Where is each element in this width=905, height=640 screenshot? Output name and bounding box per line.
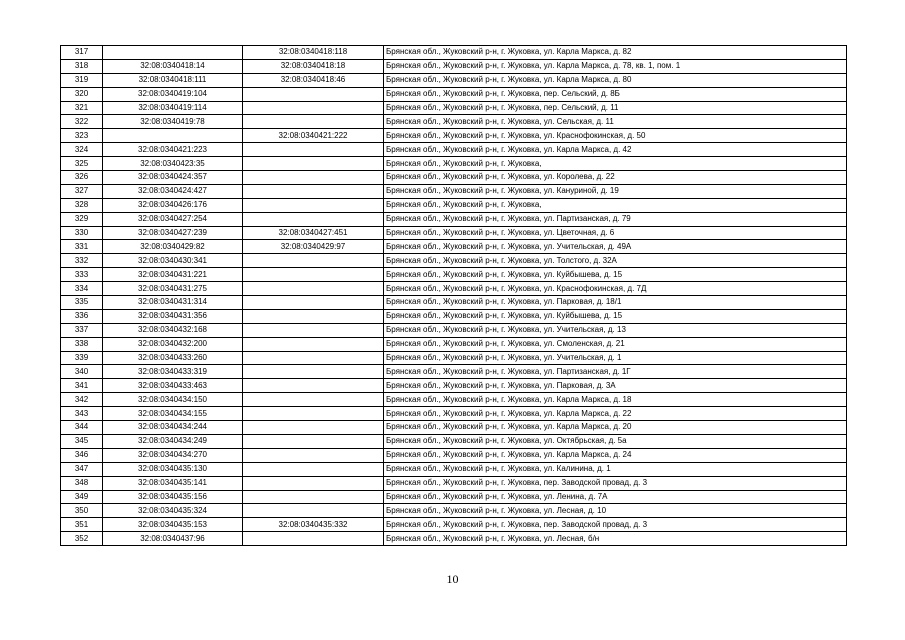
table-row bbox=[61, 46, 847, 60]
address-cell: Брянская обл., Жуковский р-н, г. Жуковка, ул. Учительская, д. 49А bbox=[384, 240, 847, 254]
table-row bbox=[61, 365, 847, 379]
table-row bbox=[61, 407, 847, 421]
row-number-cell: 344 bbox=[61, 421, 103, 435]
related-cadastral-number-cell bbox=[243, 212, 384, 226]
table-row bbox=[61, 351, 847, 365]
cadastral-number-cell: 32:08:0340435:130 bbox=[103, 462, 243, 476]
row-number-cell: 321 bbox=[61, 101, 103, 115]
table-row bbox=[61, 226, 847, 240]
table-row bbox=[61, 309, 847, 323]
cadastral-number-cell: 32:08:0340418:111 bbox=[103, 73, 243, 87]
related-cadastral-number-cell bbox=[243, 171, 384, 185]
related-cadastral-number-cell bbox=[243, 296, 384, 310]
address-cell: Брянская обл., Жуковский р-н, г. Жуковка, ул. Куйбышева, д. 15 bbox=[384, 268, 847, 282]
related-cadastral-number-cell bbox=[243, 365, 384, 379]
row-number-cell: 352 bbox=[61, 532, 103, 546]
row-number-cell: 335 bbox=[61, 296, 103, 310]
address-cell: Брянская обл., Жуковский р-н, г. Жуковка, ул. Парковая, д. 3А bbox=[384, 379, 847, 393]
row-number-cell: 324 bbox=[61, 143, 103, 157]
address-cell: Брянская обл., Жуковский р-н, г. Жуковка, ул. Учительская, д. 1 bbox=[384, 351, 847, 365]
address-cell: Брянская обл., Жуковский р-н, г. Жуковка, ул. Карла Маркса, д. 42 bbox=[384, 143, 847, 157]
row-number-cell: 330 bbox=[61, 226, 103, 240]
cadastral-number-cell: 32:08:0340424:427 bbox=[103, 184, 243, 198]
cadastral-number-cell: 32:08:0340419:104 bbox=[103, 87, 243, 101]
table-row bbox=[61, 143, 847, 157]
cadastral-number-cell: 32:08:0340433:463 bbox=[103, 379, 243, 393]
related-cadastral-number-cell bbox=[243, 184, 384, 198]
address-cell: Брянская обл., Жуковский р-н, г. Жуковка, ул. Краснофокинская, д. 7Д bbox=[384, 282, 847, 296]
table-row bbox=[61, 73, 847, 87]
related-cadastral-number-cell bbox=[243, 504, 384, 518]
row-number-cell: 341 bbox=[61, 379, 103, 393]
address-cell: Брянская обл., Жуковский р-н, г. Жуковка, ул. Карла Маркса, д. 20 bbox=[384, 421, 847, 435]
row-number-cell: 349 bbox=[61, 490, 103, 504]
cadastral-number-cell: 32:08:0340427:254 bbox=[103, 212, 243, 226]
row-number-cell: 337 bbox=[61, 323, 103, 337]
related-cadastral-number-cell: 32:08:0340418:18 bbox=[243, 59, 384, 73]
address-cell: Брянская обл., Жуковский р-н, г. Жуковка, bbox=[384, 157, 847, 171]
related-cadastral-number-cell bbox=[243, 407, 384, 421]
table-row bbox=[61, 379, 847, 393]
cadastral-number-cell: 32:08:0340433:319 bbox=[103, 365, 243, 379]
address-cell: Брянская обл., Жуковский р-н, г. Жуковка, ул. Партизанская, д. 79 bbox=[384, 212, 847, 226]
cadastral-number-cell: 32:08:0340435:153 bbox=[103, 518, 243, 532]
related-cadastral-number-cell bbox=[243, 115, 384, 129]
related-cadastral-number-cell bbox=[243, 448, 384, 462]
cadastral-number-cell: 32:08:0340429:82 bbox=[103, 240, 243, 254]
row-number-cell: 348 bbox=[61, 476, 103, 490]
address-cell: Брянская обл., Жуковский р-н, г. Жуковка, ул. Кануриной, д. 19 bbox=[384, 184, 847, 198]
row-number-cell: 327 bbox=[61, 184, 103, 198]
address-cell: Брянская обл., Жуковский р-н, г. Жуковка, ул. Партизанская, д. 1Г bbox=[384, 365, 847, 379]
row-number-cell: 345 bbox=[61, 434, 103, 448]
table-row bbox=[61, 184, 847, 198]
row-number-cell: 329 bbox=[61, 212, 103, 226]
cadastral-number-cell: 32:08:0340435:156 bbox=[103, 490, 243, 504]
page-number: 10 bbox=[446, 572, 459, 586]
row-number-cell: 333 bbox=[61, 268, 103, 282]
cadastral-number-cell: 32:08:0340435:141 bbox=[103, 476, 243, 490]
cadastral-number-cell: 32:08:0340431:275 bbox=[103, 282, 243, 296]
table-row bbox=[61, 532, 847, 546]
cadastral-number-cell: 32:08:0340434:270 bbox=[103, 448, 243, 462]
cadastral-number-cell: 32:08:0340427:239 bbox=[103, 226, 243, 240]
related-cadastral-number-cell bbox=[243, 379, 384, 393]
table-row bbox=[61, 240, 847, 254]
cadastral-number-cell: 32:08:0340421:223 bbox=[103, 143, 243, 157]
address-cell: Брянская обл., Жуковский р-н, г. Жуковка, пер. Сельский, д. 8Б bbox=[384, 87, 847, 101]
address-cell: Брянская обл., Жуковский р-н, г. Жуковка, bbox=[384, 198, 847, 212]
address-cell: Брянская обл., Жуковский р-н, г. Жуковка, пер. Сельский, д. 11 bbox=[384, 101, 847, 115]
address-cell: Брянская обл., Жуковский р-н, г. Жуковка, ул. Калинина, д. 1 bbox=[384, 462, 847, 476]
table-row bbox=[61, 296, 847, 310]
row-number-cell: 351 bbox=[61, 518, 103, 532]
table-row bbox=[61, 59, 847, 73]
table-row bbox=[61, 393, 847, 407]
row-number-cell: 328 bbox=[61, 198, 103, 212]
row-number-cell: 334 bbox=[61, 282, 103, 296]
address-cell: Брянская обл., Жуковский р-н, г. Жуковка, ул. Карла Маркса, д. 82 bbox=[384, 46, 847, 60]
table-row bbox=[61, 448, 847, 462]
table-row bbox=[61, 101, 847, 115]
related-cadastral-number-cell: 32:08:0340418:118 bbox=[243, 46, 384, 60]
related-cadastral-number-cell bbox=[243, 101, 384, 115]
related-cadastral-number-cell: 32:08:0340435:332 bbox=[243, 518, 384, 532]
cadastral-number-cell: 32:08:0340434:249 bbox=[103, 434, 243, 448]
related-cadastral-number-cell: 32:08:0340427:451 bbox=[243, 226, 384, 240]
table-row bbox=[61, 268, 847, 282]
row-number-cell: 317 bbox=[61, 46, 103, 60]
cadastral-number-cell: 32:08:0340418:14 bbox=[103, 59, 243, 73]
related-cadastral-number-cell bbox=[243, 87, 384, 101]
cadastral-number-cell: 32:08:0340433:260 bbox=[103, 351, 243, 365]
cadastral-number-cell: 32:08:0340419:78 bbox=[103, 115, 243, 129]
row-number-cell: 319 bbox=[61, 73, 103, 87]
related-cadastral-number-cell bbox=[243, 143, 384, 157]
related-cadastral-number-cell: 32:08:0340429:97 bbox=[243, 240, 384, 254]
cadastral-number-cell: 32:08:0340426:176 bbox=[103, 198, 243, 212]
row-number-cell: 346 bbox=[61, 448, 103, 462]
row-number-cell: 332 bbox=[61, 254, 103, 268]
table-row bbox=[61, 282, 847, 296]
table-row bbox=[61, 504, 847, 518]
related-cadastral-number-cell bbox=[243, 282, 384, 296]
row-number-cell: 318 bbox=[61, 59, 103, 73]
table-row bbox=[61, 323, 847, 337]
table-row bbox=[61, 198, 847, 212]
related-cadastral-number-cell bbox=[243, 254, 384, 268]
address-cell: Брянская обл., Жуковский р-н, г. Жуковка, ул. Учительская, д. 13 bbox=[384, 323, 847, 337]
cadastral-number-cell bbox=[103, 129, 243, 143]
table-row bbox=[61, 490, 847, 504]
related-cadastral-number-cell bbox=[243, 268, 384, 282]
table-row bbox=[61, 337, 847, 351]
cadastral-number-cell: 32:08:0340423:35 bbox=[103, 157, 243, 171]
address-cell: Брянская обл., Жуковский р-н, г. Жуковка, ул. Королева, д. 22 bbox=[384, 171, 847, 185]
row-number-cell: 340 bbox=[61, 365, 103, 379]
cadastral-number-cell: 32:08:0340431:314 bbox=[103, 296, 243, 310]
row-number-cell: 347 bbox=[61, 462, 103, 476]
related-cadastral-number-cell bbox=[243, 421, 384, 435]
cadastral-number-cell: 32:08:0340432:200 bbox=[103, 337, 243, 351]
address-cell: Брянская обл., Жуковский р-н, г. Жуковка, ул. Октябрьская, д. 5а bbox=[384, 434, 847, 448]
address-cell: Брянская обл., Жуковский р-н, г. Жуковка, ул. Сельская, д. 11 bbox=[384, 115, 847, 129]
address-cell: Брянская обл., Жуковский р-н, г. Жуковка, ул. Куйбышева, д. 15 bbox=[384, 309, 847, 323]
table-row bbox=[61, 421, 847, 435]
cadastral-number-cell: 32:08:0340430:341 bbox=[103, 254, 243, 268]
address-cell: Брянская обл., Жуковский р-н, г. Жуковка, пер. Заводской провад, д. 3 bbox=[384, 476, 847, 490]
address-cell: Брянская обл., Жуковский р-н, г. Жуковка, ул. Парковая, д. 18/1 bbox=[384, 296, 847, 310]
row-number-cell: 322 bbox=[61, 115, 103, 129]
cadastral-table bbox=[60, 45, 847, 546]
table-row bbox=[61, 254, 847, 268]
related-cadastral-number-cell bbox=[243, 351, 384, 365]
address-cell: Брянская обл., Жуковский р-н, г. Жуковка, ул. Карла Маркса, д. 24 bbox=[384, 448, 847, 462]
row-number-cell: 326 bbox=[61, 171, 103, 185]
address-cell: Брянская обл., Жуковский р-н, г. Жуковка, ул. Карла Маркса, д. 22 bbox=[384, 407, 847, 421]
address-cell: Брянская обл., Жуковский р-н, г. Жуковка, ул. Ленина, д. 7А bbox=[384, 490, 847, 504]
related-cadastral-number-cell bbox=[243, 393, 384, 407]
cadastral-number-cell: 32:08:0340424:357 bbox=[103, 171, 243, 185]
cadastral-number-cell: 32:08:0340431:221 bbox=[103, 268, 243, 282]
address-cell: Брянская обл., Жуковский р-н, г. Жуковка, ул. Карла Маркса, д. 78, кв. 1, пом. 1 bbox=[384, 59, 847, 73]
cadastral-number-cell: 32:08:0340434:150 bbox=[103, 393, 243, 407]
related-cadastral-number-cell: 32:08:0340421:222 bbox=[243, 129, 384, 143]
row-number-cell: 343 bbox=[61, 407, 103, 421]
cadastral-number-cell: 32:08:0340431:356 bbox=[103, 309, 243, 323]
address-cell: Брянская обл., Жуковский р-н, г. Жуковка, ул. Карла Маркса, д. 18 bbox=[384, 393, 847, 407]
table-body bbox=[61, 46, 847, 546]
cadastral-number-cell: 32:08:0340434:155 bbox=[103, 407, 243, 421]
cadastral-number-cell: 32:08:0340434:244 bbox=[103, 421, 243, 435]
cadastral-number-cell: 32:08:0340435:324 bbox=[103, 504, 243, 518]
related-cadastral-number-cell bbox=[243, 337, 384, 351]
table-row bbox=[61, 87, 847, 101]
table-row bbox=[61, 212, 847, 226]
related-cadastral-number-cell bbox=[243, 462, 384, 476]
address-cell: Брянская обл., Жуковский р-н, г. Жуковка, пер. Заводской провад, д. 3 bbox=[384, 518, 847, 532]
table-row bbox=[61, 171, 847, 185]
address-cell: Брянская обл., Жуковский р-н, г. Жуковка, ул. Толстого, д. 32А bbox=[384, 254, 847, 268]
address-cell: Брянская обл., Жуковский р-н, г. Жуковка, ул. Лесная, б/н bbox=[384, 532, 847, 546]
row-number-cell: 331 bbox=[61, 240, 103, 254]
cadastral-number-cell bbox=[103, 46, 243, 60]
related-cadastral-number-cell bbox=[243, 157, 384, 171]
table-row bbox=[61, 518, 847, 532]
related-cadastral-number-cell: 32:08:0340418:46 bbox=[243, 73, 384, 87]
cadastral-number-cell: 32:08:0340437:96 bbox=[103, 532, 243, 546]
related-cadastral-number-cell bbox=[243, 198, 384, 212]
row-number-cell: 320 bbox=[61, 87, 103, 101]
table-row bbox=[61, 157, 847, 171]
table-row bbox=[61, 434, 847, 448]
related-cadastral-number-cell bbox=[243, 476, 384, 490]
table-row bbox=[61, 476, 847, 490]
related-cadastral-number-cell bbox=[243, 323, 384, 337]
address-cell: Брянская обл., Жуковский р-н, г. Жуковка, ул. Карла Маркса, д. 80 bbox=[384, 73, 847, 87]
table-row bbox=[61, 462, 847, 476]
row-number-cell: 339 bbox=[61, 351, 103, 365]
row-number-cell: 338 bbox=[61, 337, 103, 351]
row-number-cell: 342 bbox=[61, 393, 103, 407]
address-cell: Брянская обл., Жуковский р-н, г. Жуковка, ул. Краснофокинская, д. 50 bbox=[384, 129, 847, 143]
related-cadastral-number-cell bbox=[243, 434, 384, 448]
related-cadastral-number-cell bbox=[243, 309, 384, 323]
address-cell: Брянская обл., Жуковский р-н, г. Жуковка, ул. Смоленская, д. 21 bbox=[384, 337, 847, 351]
address-cell: Брянская обл., Жуковский р-н, г. Жуковка, ул. Цветочная, д. 6 bbox=[384, 226, 847, 240]
address-cell: Брянская обл., Жуковский р-н, г. Жуковка, ул. Лесная, д. 10 bbox=[384, 504, 847, 518]
related-cadastral-number-cell bbox=[243, 532, 384, 546]
cadastral-number-cell: 32:08:0340419:114 bbox=[103, 101, 243, 115]
row-number-cell: 336 bbox=[61, 309, 103, 323]
row-number-cell: 325 bbox=[61, 157, 103, 171]
table-row bbox=[61, 129, 847, 143]
row-number-cell: 323 bbox=[61, 129, 103, 143]
related-cadastral-number-cell bbox=[243, 490, 384, 504]
cadastral-number-cell: 32:08:0340432:168 bbox=[103, 323, 243, 337]
row-number-cell: 350 bbox=[61, 504, 103, 518]
table-row bbox=[61, 115, 847, 129]
